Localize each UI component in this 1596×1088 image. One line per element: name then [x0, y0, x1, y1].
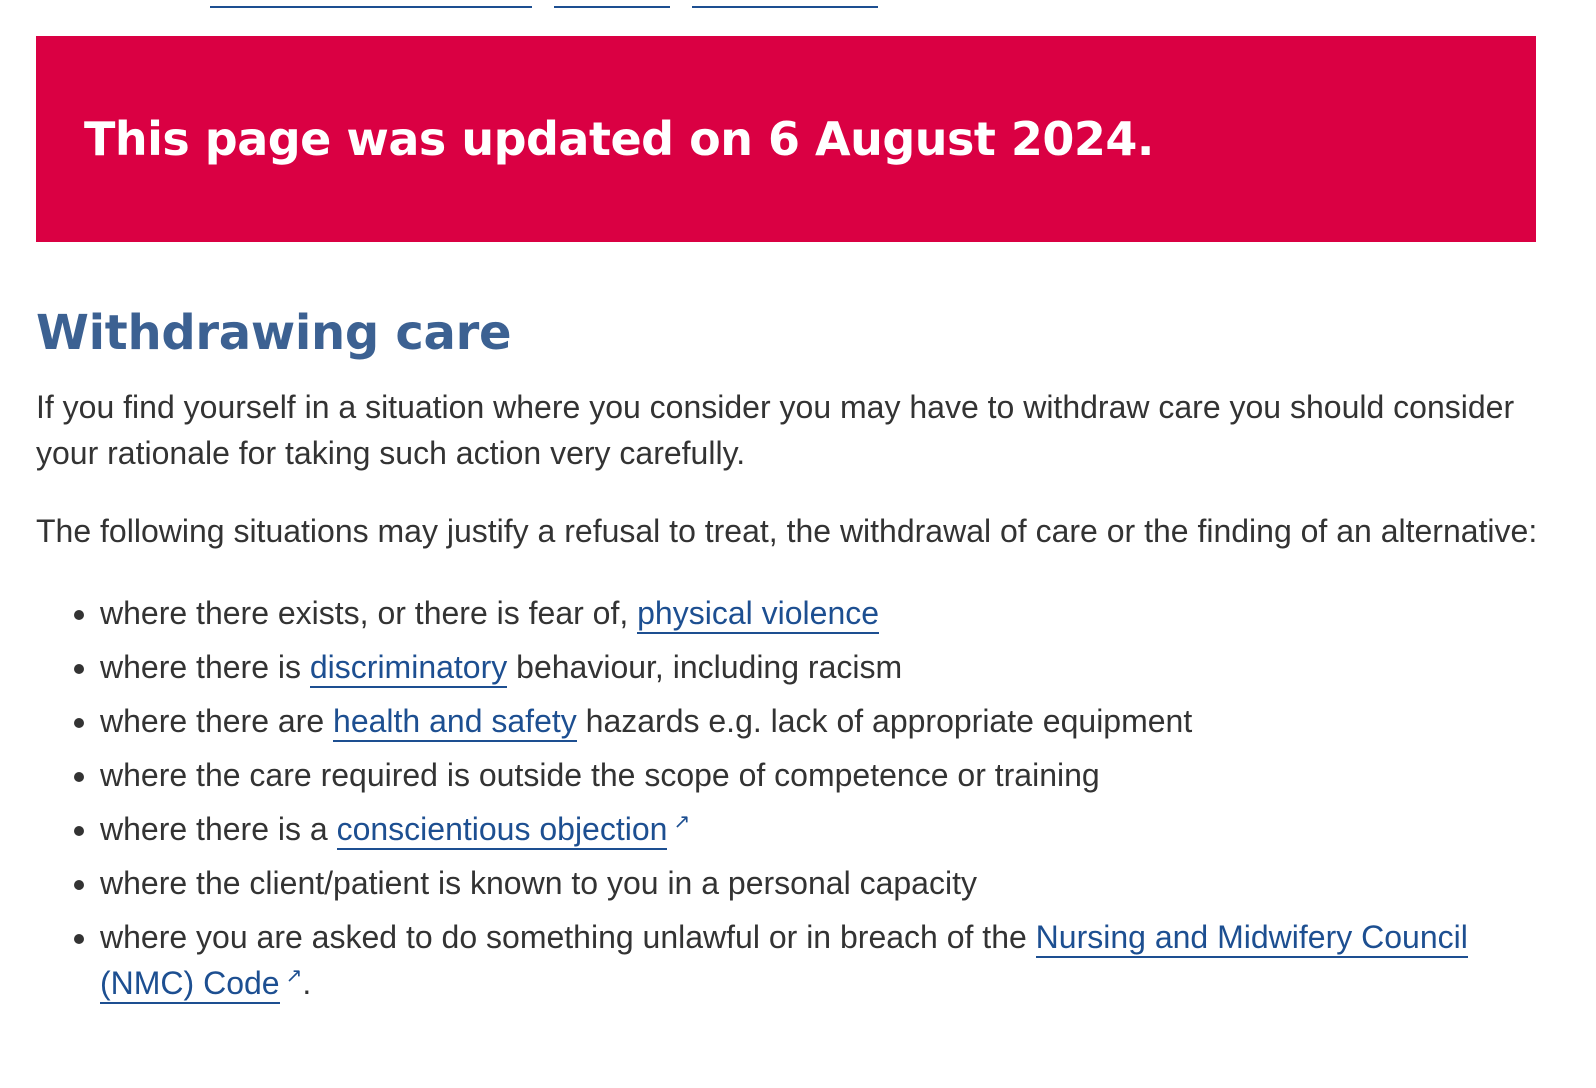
- list-item-text: .: [302, 965, 312, 1001]
- list-item: [100, 802, 1546, 856]
- list-item: [100, 694, 1546, 748]
- list-item-text: where there exists, or there is fear of,: [100, 595, 638, 631]
- situations-list: [36, 586, 1546, 1006]
- section-title: Withdrawing care: [36, 305, 512, 361]
- list-item: [100, 640, 1546, 694]
- banner-text: This page was updated on 6 August 2024.: [84, 112, 1154, 166]
- list-item: [100, 856, 1546, 910]
- list-item: [100, 748, 1546, 802]
- list-item-text: behaviour, including racism: [507, 649, 903, 685]
- external-link-icon: ↗: [673, 811, 691, 834]
- main-content: [36, 296, 1546, 1006]
- list-item-text: where there is: [100, 649, 310, 685]
- list-item-text: where you are asked to do something unlawful or in breach of the: [100, 919, 1036, 955]
- external-link-icon: ↗: [285, 965, 303, 988]
- update-banner: [36, 36, 1536, 242]
- top-link[interactable]: [554, 0, 670, 8]
- intro-paragraph: If you find yourself in a situation where you consider you may have to withdraw care you should consider your rationale for taking such action very carefully.: [36, 389, 1515, 471]
- physical-violence-link[interactable]: physical violence: [637, 595, 879, 634]
- situations-paragraph: The following situations may justify a refusal to treat, the withdrawal of care or the finding of an alternative:: [36, 513, 1538, 549]
- discriminatory-link[interactable]: discriminatory: [310, 649, 507, 688]
- top-links: [210, 0, 878, 6]
- top-link[interactable]: [692, 0, 878, 8]
- list-item-text: hazards e.g. lack of appropriate equipment: [576, 703, 1193, 739]
- nmc-code-link[interactable]: Nursing and Midwifery Council (NMC) Code: [100, 919, 1468, 1004]
- list-item-text: where the client/patient is known to you in a personal capacity: [100, 865, 977, 901]
- conscientious-objection-link[interactable]: conscientious objection: [337, 811, 668, 850]
- list-item-text: where there are: [100, 703, 334, 739]
- top-link[interactable]: [210, 0, 532, 8]
- list-item: [100, 586, 1546, 640]
- list-item: [100, 914, 1546, 1006]
- health-and-safety-link[interactable]: health and safety: [333, 703, 577, 742]
- list-item-text: where there is a: [100, 811, 337, 847]
- list-item-text: where the care required is outside the scope of competence or training: [100, 757, 1100, 793]
